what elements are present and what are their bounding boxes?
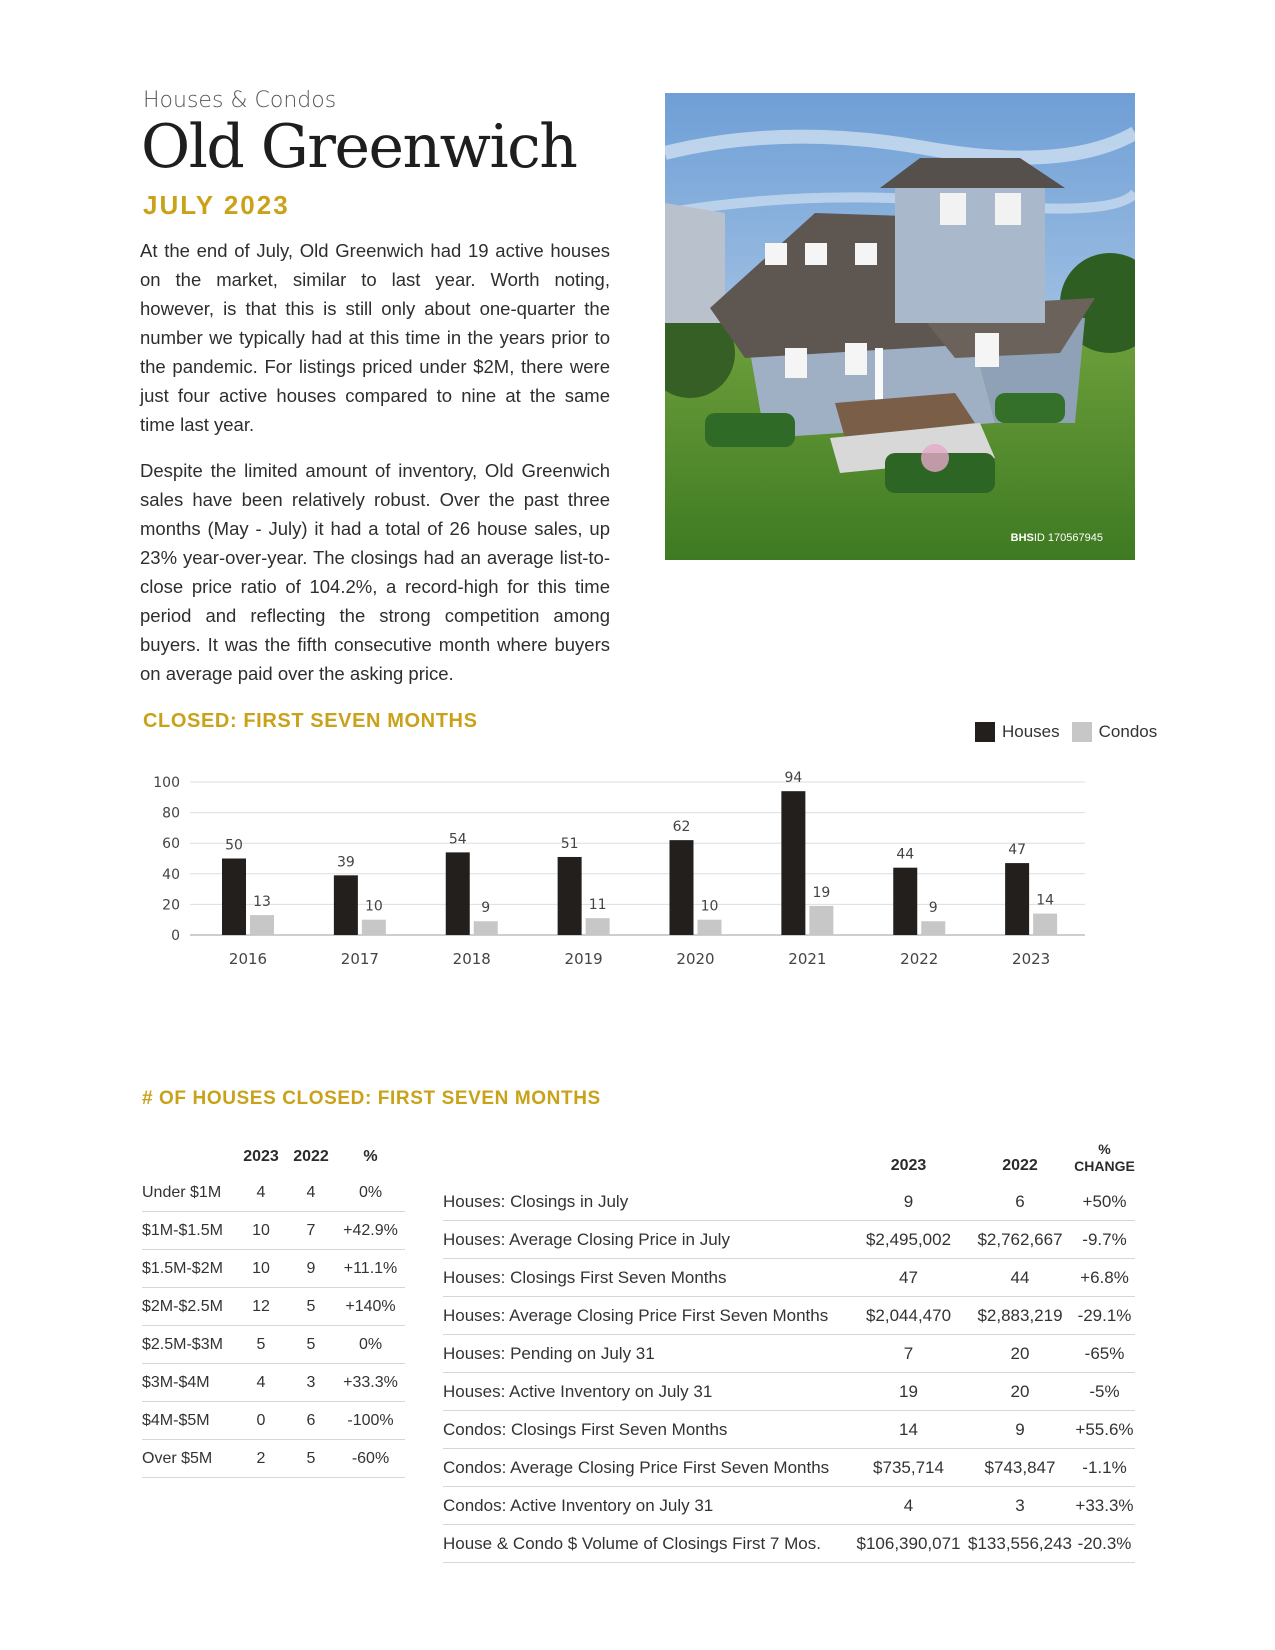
- bar-houses-2020: [670, 840, 694, 935]
- bar-condos-2019: [586, 918, 610, 935]
- data-label: 19: [812, 884, 831, 901]
- y-tick-label: 20: [162, 897, 180, 914]
- data-label: 50: [225, 837, 243, 854]
- data-label: 39: [336, 854, 355, 871]
- table-cell: 9: [286, 1250, 336, 1288]
- table-cell: +140%: [336, 1288, 405, 1326]
- table-cell: 0%: [336, 1174, 405, 1212]
- table-cell: 4: [851, 1487, 966, 1525]
- x-tick-label: 2017: [340, 950, 379, 968]
- bar-houses-2022: [893, 868, 917, 935]
- bar-condos-2017: [362, 920, 386, 935]
- table-title: # OF HOUSES CLOSED: FIRST SEVEN MONTHS: [142, 1088, 601, 1109]
- table-cell: $106,390,071: [851, 1525, 966, 1563]
- table-cell: $2,762,667: [966, 1221, 1074, 1259]
- bar-houses-2018: [446, 852, 470, 935]
- col-header-2022: 2022: [1002, 1157, 1038, 1174]
- bar-condos-2023: [1033, 914, 1057, 935]
- y-tick-label: 100: [153, 775, 180, 791]
- table-cell: +6.8%: [1074, 1259, 1135, 1297]
- table-cell: 9: [851, 1183, 966, 1221]
- legend-label-condos: Condos: [1098, 722, 1158, 741]
- table-cell: Houses: Average Closing Price in July: [443, 1221, 851, 1259]
- bar-houses-2021: [781, 791, 805, 935]
- table-cell: 7: [851, 1335, 966, 1373]
- table-cell: $133,556,243: [966, 1525, 1074, 1563]
- table-cell: -60%: [336, 1440, 405, 1478]
- table-cell: 10: [236, 1212, 286, 1250]
- table-cell: 0: [236, 1402, 286, 1440]
- table-row: [443, 1449, 1135, 1487]
- table-cell: 6: [286, 1402, 336, 1440]
- legend-swatch-houses: [975, 722, 995, 742]
- table-cell: $735,714: [851, 1449, 966, 1487]
- col-header-metric: [443, 1120, 851, 1183]
- table-cell: Houses: Average Closing Price First Seven Months: [443, 1297, 851, 1335]
- table-cell: 5: [236, 1326, 286, 1364]
- bar-houses-2019: [558, 857, 582, 935]
- chart-title: CLOSED: FIRST SEVEN MONTHS: [143, 710, 478, 732]
- table-cell: 3: [966, 1487, 1074, 1525]
- data-label: 10: [364, 898, 383, 915]
- table-cell: -65%: [1074, 1335, 1135, 1373]
- table-row: [142, 1288, 405, 1326]
- bar-condos-2022: [921, 921, 945, 935]
- data-label: 51: [560, 835, 579, 852]
- table-cell: 5: [286, 1326, 336, 1364]
- y-tick-label: 0: [171, 928, 180, 944]
- table-cell: 14: [851, 1411, 966, 1449]
- bar-houses-2017: [334, 875, 358, 935]
- table-cell: 7: [286, 1212, 336, 1250]
- table-cell: 12: [236, 1288, 286, 1326]
- table-row: [142, 1326, 405, 1364]
- x-tick-label: 2016: [228, 950, 268, 968]
- legend-item-houses: [975, 722, 1060, 742]
- data-label: 10: [700, 898, 719, 915]
- table-cell: 19: [851, 1373, 966, 1411]
- table-cell: +33.3%: [1074, 1487, 1135, 1525]
- table-cell: Houses: Pending on July 31: [443, 1335, 851, 1373]
- table-cell: 20: [966, 1373, 1074, 1411]
- bar-houses-2016: [222, 859, 246, 936]
- data-label: 9: [928, 900, 938, 917]
- intro-paragraph: At the end of July, Old Greenwich had 19 active houses on the market, similar to last year. Worth noting, however, is that this is still only about one-quarter the number we typically had at this time in the years prior to the pandemic. For listings priced under $2M, there were just four active houses compared to nine at the same time last year.: [140, 240, 610, 435]
- table-cell: 47: [851, 1259, 966, 1297]
- table-row: [443, 1411, 1135, 1449]
- y-tick-label: 60: [162, 836, 180, 853]
- sales-paragraph: Despite the limited amount of inventory, Old Greenwich sales have been relatively robust. Over the past three months (May - July) it had a total of 26 house sales, up 23% year-over-year. The closings had an average list-to-close price ratio of 104.2%, a record-high for this time period and reflecting the strong competition among buyers. It was the fifth consecutive month where buyers on average paid over the asking price.: [140, 460, 610, 684]
- table-cell: -29.1%: [1074, 1297, 1135, 1335]
- table-row: [443, 1221, 1135, 1259]
- table-row: [443, 1259, 1135, 1297]
- table-cell: 3: [286, 1364, 336, 1402]
- table-cell: House & Condo $ Volume of Closings First 7 Mos.: [443, 1525, 851, 1563]
- data-label: 47: [1008, 842, 1027, 859]
- table-cell: $2M-$2.5M: [142, 1288, 236, 1326]
- table-cell: 4: [236, 1174, 286, 1212]
- table-cell: +50%: [1074, 1183, 1135, 1221]
- table-cell: $2,495,002: [851, 1221, 966, 1259]
- table-cell: 5: [286, 1288, 336, 1326]
- table-cell: -9.7%: [1074, 1221, 1135, 1259]
- table-row: [142, 1250, 405, 1288]
- col-header-pct-change: % CHANGE: [1074, 1141, 1135, 1174]
- y-tick-label: 80: [162, 805, 180, 822]
- table-cell: 4: [286, 1174, 336, 1212]
- table-cell: Condos: Average Closing Price First Seven Months: [443, 1449, 851, 1487]
- table-cell: $743,847: [966, 1449, 1074, 1487]
- table-cell: Over $5M: [142, 1440, 236, 1478]
- table-row: [443, 1183, 1135, 1221]
- x-tick-label: 2022: [900, 950, 939, 968]
- table-cell: $2,044,470: [851, 1297, 966, 1335]
- x-tick-label: 2023: [1012, 950, 1051, 968]
- table-cell: 6: [966, 1183, 1074, 1221]
- table-cell: Houses: Closings First Seven Months: [443, 1259, 851, 1297]
- table-row: [443, 1525, 1135, 1563]
- legend-label-houses: Houses: [1002, 722, 1060, 741]
- legend-swatch-condos: [1072, 722, 1092, 742]
- chart-legend: [963, 722, 1157, 742]
- table-row: [142, 1174, 405, 1212]
- x-tick-label: 2021: [788, 950, 827, 968]
- table-cell: -20.3%: [1074, 1525, 1135, 1563]
- table-cell: Condos: Closings First Seven Months: [443, 1411, 851, 1449]
- table-cell: 9: [966, 1411, 1074, 1449]
- kicker: Houses & Condos: [143, 88, 337, 113]
- col-header-2023: 2023: [890, 1157, 927, 1174]
- x-tick-label: 2020: [676, 950, 715, 968]
- table-cell: 20: [966, 1335, 1074, 1373]
- bar-condos-2018: [474, 921, 498, 935]
- data-label: 14: [1036, 892, 1055, 909]
- table-cell: +11.1%: [336, 1250, 405, 1288]
- closed-bar-chart: [140, 752, 1140, 1022]
- data-label: 94: [784, 770, 803, 787]
- table-cell: 10: [236, 1250, 286, 1288]
- table-cell: $3M-$4M: [142, 1364, 236, 1402]
- report-month: JULY 2023: [143, 190, 290, 220]
- bar-houses-2023: [1005, 863, 1029, 935]
- col-header-2022: 2022: [293, 1148, 329, 1165]
- table-row: [142, 1364, 405, 1402]
- table-cell: Houses: Closings in July: [443, 1183, 851, 1221]
- table-cell: Condos: Active Inventory on July 31: [443, 1487, 851, 1525]
- col-header-range: [142, 1140, 236, 1174]
- col-header-2023: 2023: [243, 1148, 279, 1165]
- table-cell: $1M-$1.5M: [142, 1212, 236, 1250]
- photo-credit: BHSID 170567945: [1010, 532, 1103, 544]
- data-label: 62: [672, 819, 691, 836]
- table-cell: Houses: Active Inventory on July 31: [443, 1373, 851, 1411]
- table-row: [142, 1212, 405, 1250]
- data-label: 54: [448, 831, 467, 848]
- legend-item-condos: [1072, 722, 1158, 742]
- table-cell: 5: [286, 1440, 336, 1478]
- bar-condos-2021: [809, 906, 833, 935]
- table-cell: -5%: [1074, 1373, 1135, 1411]
- table-cell: $2,883,219: [966, 1297, 1074, 1335]
- col-header-pct: %: [363, 1148, 378, 1165]
- data-label: 13: [253, 894, 271, 911]
- table-row: [142, 1440, 405, 1478]
- data-label: 44: [896, 846, 915, 863]
- table-row: [443, 1297, 1135, 1335]
- x-tick-label: 2018: [452, 950, 491, 968]
- stats-table: [443, 1120, 1135, 1563]
- table-cell: Under $1M: [142, 1174, 236, 1212]
- page-title: Old Greenwich: [141, 112, 577, 182]
- table-row: [443, 1487, 1135, 1525]
- data-label: 9: [481, 900, 491, 917]
- table-cell: +55.6%: [1074, 1411, 1135, 1449]
- table-cell: -100%: [336, 1402, 405, 1440]
- table-cell: $2.5M-$3M: [142, 1326, 236, 1364]
- table-cell: $1.5M-$2M: [142, 1250, 236, 1288]
- table-cell: $4M-$5M: [142, 1402, 236, 1440]
- table-row: [142, 1402, 405, 1440]
- price-range-table: [142, 1140, 405, 1478]
- table-cell: -1.1%: [1074, 1449, 1135, 1487]
- y-tick-label: 40: [162, 866, 180, 883]
- bar-condos-2016: [250, 915, 274, 935]
- table-row: [443, 1373, 1135, 1411]
- table-cell: 2: [236, 1440, 286, 1478]
- bar-condos-2020: [698, 920, 722, 935]
- x-tick-label: 2019: [564, 950, 603, 968]
- house-photo: [665, 93, 1135, 560]
- table-cell: 44: [966, 1259, 1074, 1297]
- table-cell: 4: [236, 1364, 286, 1402]
- table-cell: +33.3%: [336, 1364, 405, 1402]
- table-row: [443, 1335, 1135, 1373]
- data-label: 11: [588, 897, 607, 914]
- table-cell: +42.9%: [336, 1212, 405, 1250]
- table-cell: 0%: [336, 1326, 405, 1364]
